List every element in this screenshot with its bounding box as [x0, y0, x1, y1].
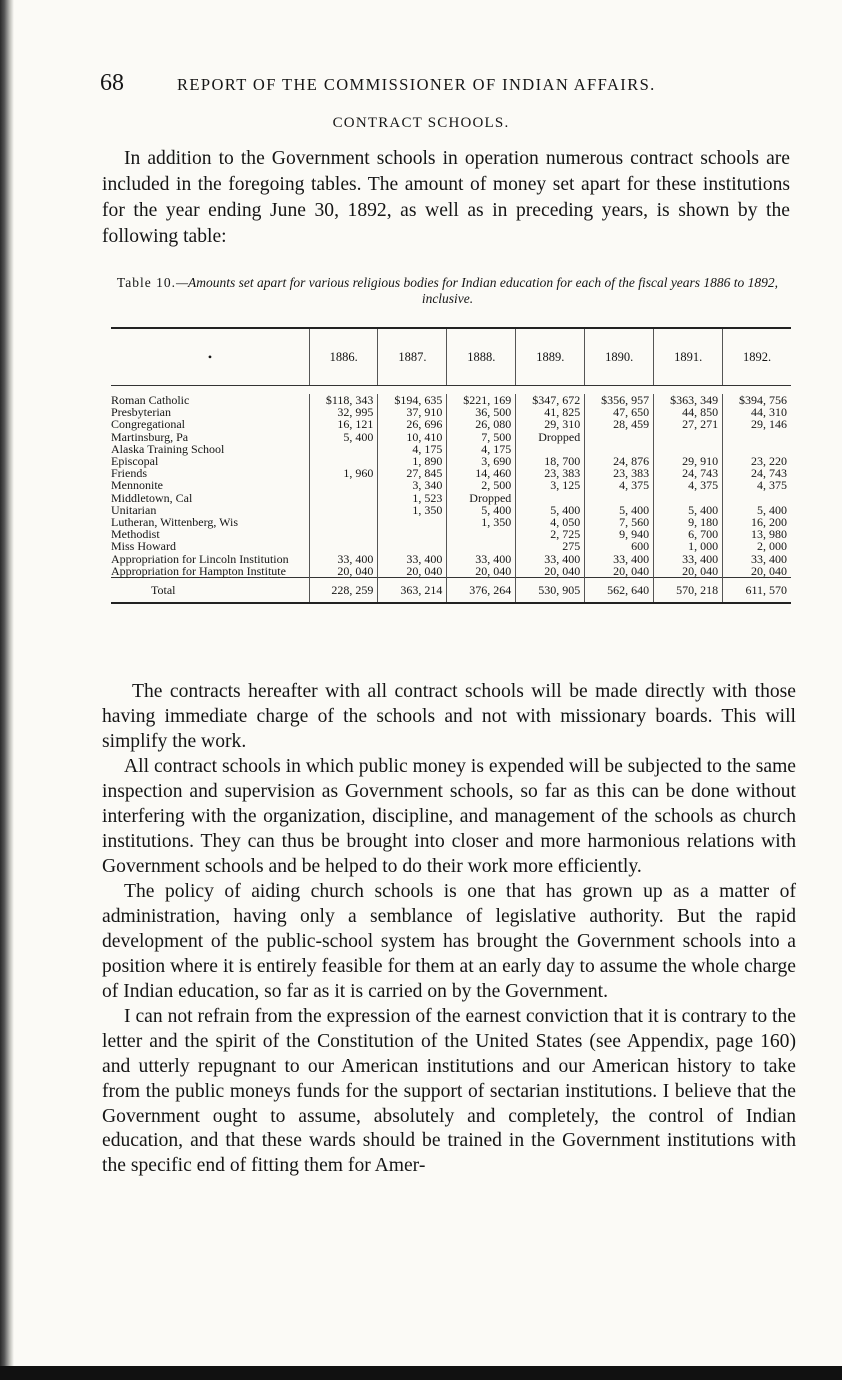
value-cell: 36, 500 [447, 406, 516, 418]
value-cell: 2, 500 [447, 479, 516, 491]
value-cell: 1, 523 [378, 492, 447, 504]
value-cell: 20, 040 [654, 565, 723, 578]
value-cell: 228, 259 [310, 578, 378, 604]
value-cell: 9, 180 [654, 516, 723, 528]
body-text [102, 680, 796, 1180]
value-cell: 4, 175 [378, 443, 447, 455]
value-cell: 3, 690 [447, 455, 516, 467]
value-cell [516, 492, 585, 504]
value-cell: 7, 560 [585, 516, 654, 528]
corner-cell [111, 328, 310, 386]
value-cell: 1, 000 [654, 540, 723, 552]
value-cell: 24, 743 [723, 467, 791, 479]
row-label: Miss Howard [111, 539, 176, 554]
row-label: Total [111, 578, 310, 604]
value-cell: 23, 383 [585, 467, 654, 479]
row-label: Middletown, Cal [111, 490, 193, 505]
table-body [111, 386, 791, 604]
value-cell: 6, 700 [654, 528, 723, 540]
value-cell: 24, 876 [585, 455, 654, 467]
paragraph: The policy of aiding church schools is one that has grown up as a matter of administration, having only a semblance of legislative authority. But the rapid development of the public-school system has brought the Government schools into a position where it is entirely feasible for them at an early day to assume the whole charge of Indian education, so far as it is carried on by the Government. [102, 881, 796, 1002]
value-cell: 44, 310 [723, 406, 791, 418]
year-header: 1890. [585, 328, 654, 386]
value-cell: 28, 459 [585, 418, 654, 430]
value-cell: $221, 169 [447, 394, 516, 406]
value-cell: 32, 995 [310, 406, 378, 418]
value-cell: $363, 349 [654, 394, 723, 406]
value-cell: 3, 340 [378, 479, 447, 491]
value-cell: Dropped [516, 431, 585, 443]
value-cell: 600 [585, 540, 654, 552]
value-cell: 41, 825 [516, 406, 585, 418]
value-cell: 33, 400 [378, 553, 447, 565]
value-cell: 562, 640 [585, 578, 654, 604]
value-cell: 33, 400 [654, 553, 723, 565]
value-cell: 27, 271 [654, 418, 723, 430]
page-number: 68 [100, 70, 124, 96]
paragraph: The contracts hereafter with all contract schools will be made directly with those having immediate charge of the schools and not with missionary boards. This will simplify the work. [102, 681, 796, 752]
row-label: Methodist [111, 527, 160, 542]
value-cell [310, 504, 378, 516]
table-row [111, 479, 791, 491]
value-cell: 13, 980 [723, 528, 791, 540]
value-cell [310, 492, 378, 504]
year-header: 1892. [723, 328, 791, 386]
value-cell: 4, 050 [516, 516, 585, 528]
value-cell: 5, 400 [585, 504, 654, 516]
value-cell: 611, 570 [723, 578, 791, 604]
value-cell: 24, 743 [654, 467, 723, 479]
value-cell: 33, 400 [310, 553, 378, 565]
value-cell: 1, 350 [378, 504, 447, 516]
table-caption [100, 275, 795, 307]
value-cell: 2, 000 [723, 540, 791, 552]
value-cell: 26, 696 [378, 418, 447, 430]
year-header: 1891. [654, 328, 723, 386]
value-cell: 530, 905 [516, 578, 585, 604]
value-cell [378, 516, 447, 528]
value-cell [654, 492, 723, 504]
value-cell [378, 540, 447, 552]
value-cell: 5, 400 [516, 504, 585, 516]
value-cell: 10, 410 [378, 431, 447, 443]
value-cell: 1, 350 [447, 516, 516, 528]
value-cell: 4, 375 [654, 479, 723, 491]
value-cell [654, 431, 723, 443]
page-bottom-edge [0, 1366, 842, 1380]
value-cell [585, 492, 654, 504]
value-cell: 26, 080 [447, 418, 516, 430]
row-label: Appropriation for Hampton Institute [111, 563, 286, 578]
value-cell [310, 479, 378, 491]
value-cell: 33, 400 [585, 553, 654, 565]
value-cell: 7, 500 [447, 431, 516, 443]
value-cell: 4, 175 [447, 443, 516, 455]
year-header: 1887. [378, 328, 447, 386]
value-cell: 5, 400 [447, 504, 516, 516]
value-cell: $118, 343 [310, 394, 378, 406]
value-cell [447, 528, 516, 540]
value-cell: 29, 146 [723, 418, 791, 430]
value-cell: 20, 040 [723, 565, 791, 578]
table-row [111, 431, 791, 443]
value-cell: 16, 121 [310, 418, 378, 430]
value-cell: 16, 200 [723, 516, 791, 528]
row-label: Appropriation for Lincoln Institution [111, 551, 289, 566]
value-cell: 33, 400 [447, 553, 516, 565]
value-cell: 3, 125 [516, 479, 585, 491]
value-cell: 5, 400 [723, 504, 791, 516]
value-cell: 20, 040 [310, 565, 378, 578]
value-cell: 44, 850 [654, 406, 723, 418]
table-caption-text: —Amounts set apart for various religious bodies for Indian education for each of the fiscal years 1886 to 1892, inclusive. [175, 275, 779, 306]
row-label: Lutheran, Wittenberg, Wis [111, 515, 239, 530]
value-cell: 363, 214 [378, 578, 447, 604]
value-cell: 27, 845 [378, 467, 447, 479]
row-label: Mennonite [111, 478, 163, 493]
value-cell: 23, 383 [516, 467, 585, 479]
row-label: Friends [111, 466, 147, 481]
value-cell [310, 516, 378, 528]
value-cell: 33, 400 [723, 553, 791, 565]
paragraph: I can not refrain from the expression of the earnest conviction that it is contrary to the letter and the spirit of the Constitution of the United States (see Appendix, page 160) and utterly repugnant to our American institutions and our American history to take from the public moneys funds for the support of sectarian institutions. I believe that the Government ought to assume, absolutely and completely, the control of Indian education, and that these wards should be trained in the Government institutions with the specific end of fitting them for Amer- [102, 1006, 796, 1177]
value-cell: 1, 960 [310, 467, 378, 479]
value-cell: $347, 672 [516, 394, 585, 406]
table-row [111, 553, 791, 565]
row-label: Martinsburg, Pa [111, 429, 189, 444]
row-label: Unitarian [111, 502, 157, 517]
table-row [111, 492, 791, 504]
value-cell [378, 528, 447, 540]
value-cell [585, 431, 654, 443]
value-cell: 2, 725 [516, 528, 585, 540]
value-cell: 4, 375 [723, 479, 791, 491]
value-cell: 9, 940 [585, 528, 654, 540]
value-cell: 20, 040 [516, 565, 585, 578]
value-cell [310, 540, 378, 552]
value-cell [723, 492, 791, 504]
value-cell: 18, 700 [516, 455, 585, 467]
value-cell: 1, 890 [378, 455, 447, 467]
intro-paragraph: In addition to the Government schools in operation numerous contract schools are included in the foregoing tables. The amount of money set apart for these institutions for the year ending June 30, 1892, as well as in preceding years, is shown by the following table: [102, 148, 790, 247]
value-cell: Dropped [447, 492, 516, 504]
value-cell: 33, 400 [516, 553, 585, 565]
contract-schools-table [111, 327, 791, 604]
year-header: 1889. [516, 328, 585, 386]
row-label: Roman Catholic [111, 393, 190, 407]
value-cell: 4, 375 [585, 479, 654, 491]
table-caption-label: Table 10. [116, 275, 176, 290]
table-row [111, 418, 791, 430]
row-label: Alaska Training School [111, 441, 225, 456]
value-cell: 37, 910 [378, 406, 447, 418]
table-row [111, 565, 791, 578]
value-cell [447, 540, 516, 552]
value-cell: 20, 040 [585, 565, 654, 578]
running-head: REPORT OF THE COMMISSIONER OF INDIAN AFFAIRS. [177, 75, 656, 94]
value-cell: 47, 650 [585, 406, 654, 418]
value-cell: 5, 400 [654, 504, 723, 516]
value-cell: 376, 264 [447, 578, 516, 604]
contract-schools-table-wrap [111, 327, 791, 604]
value-cell: 20, 040 [378, 565, 447, 578]
corner-marker: • [207, 349, 213, 364]
year-header: 1886. [310, 328, 378, 386]
value-cell: 570, 218 [654, 578, 723, 604]
row-label: Congregational [111, 417, 185, 432]
binding-shadow [0, 0, 14, 1380]
year-header: 1888. [447, 328, 516, 386]
table-total-row [111, 578, 791, 604]
value-cell: 275 [516, 540, 585, 552]
table-header-row [111, 328, 791, 386]
value-cell: $194, 635 [378, 394, 447, 406]
row-label: Episcopal [111, 454, 159, 469]
value-cell: 23, 220 [723, 455, 791, 467]
value-cell: 14, 460 [447, 467, 516, 479]
table-row [111, 540, 791, 552]
value-cell [310, 443, 378, 455]
value-cell: $356, 957 [585, 394, 654, 406]
row-label: Presbyterian [111, 405, 171, 420]
value-cell [723, 431, 791, 443]
paragraph: All contract schools in which public money is expended will be subjected to the same inspection and supervision as Government schools, so far as this can be done without interfering with the organization, discipline, and management of the schools as church institutions. They can thus be brought into closer and more harmonious relations with Government schools and be helped to do their work more efficiently. [102, 756, 796, 877]
value-cell: $394, 756 [723, 394, 791, 406]
section-title: CONTRACT SCHOOLS. [332, 115, 510, 131]
value-cell: 29, 310 [516, 418, 585, 430]
value-cell: 5, 400 [310, 431, 378, 443]
value-cell: 20, 040 [447, 565, 516, 578]
value-cell: 29, 910 [654, 455, 723, 467]
value-cell [310, 528, 378, 540]
